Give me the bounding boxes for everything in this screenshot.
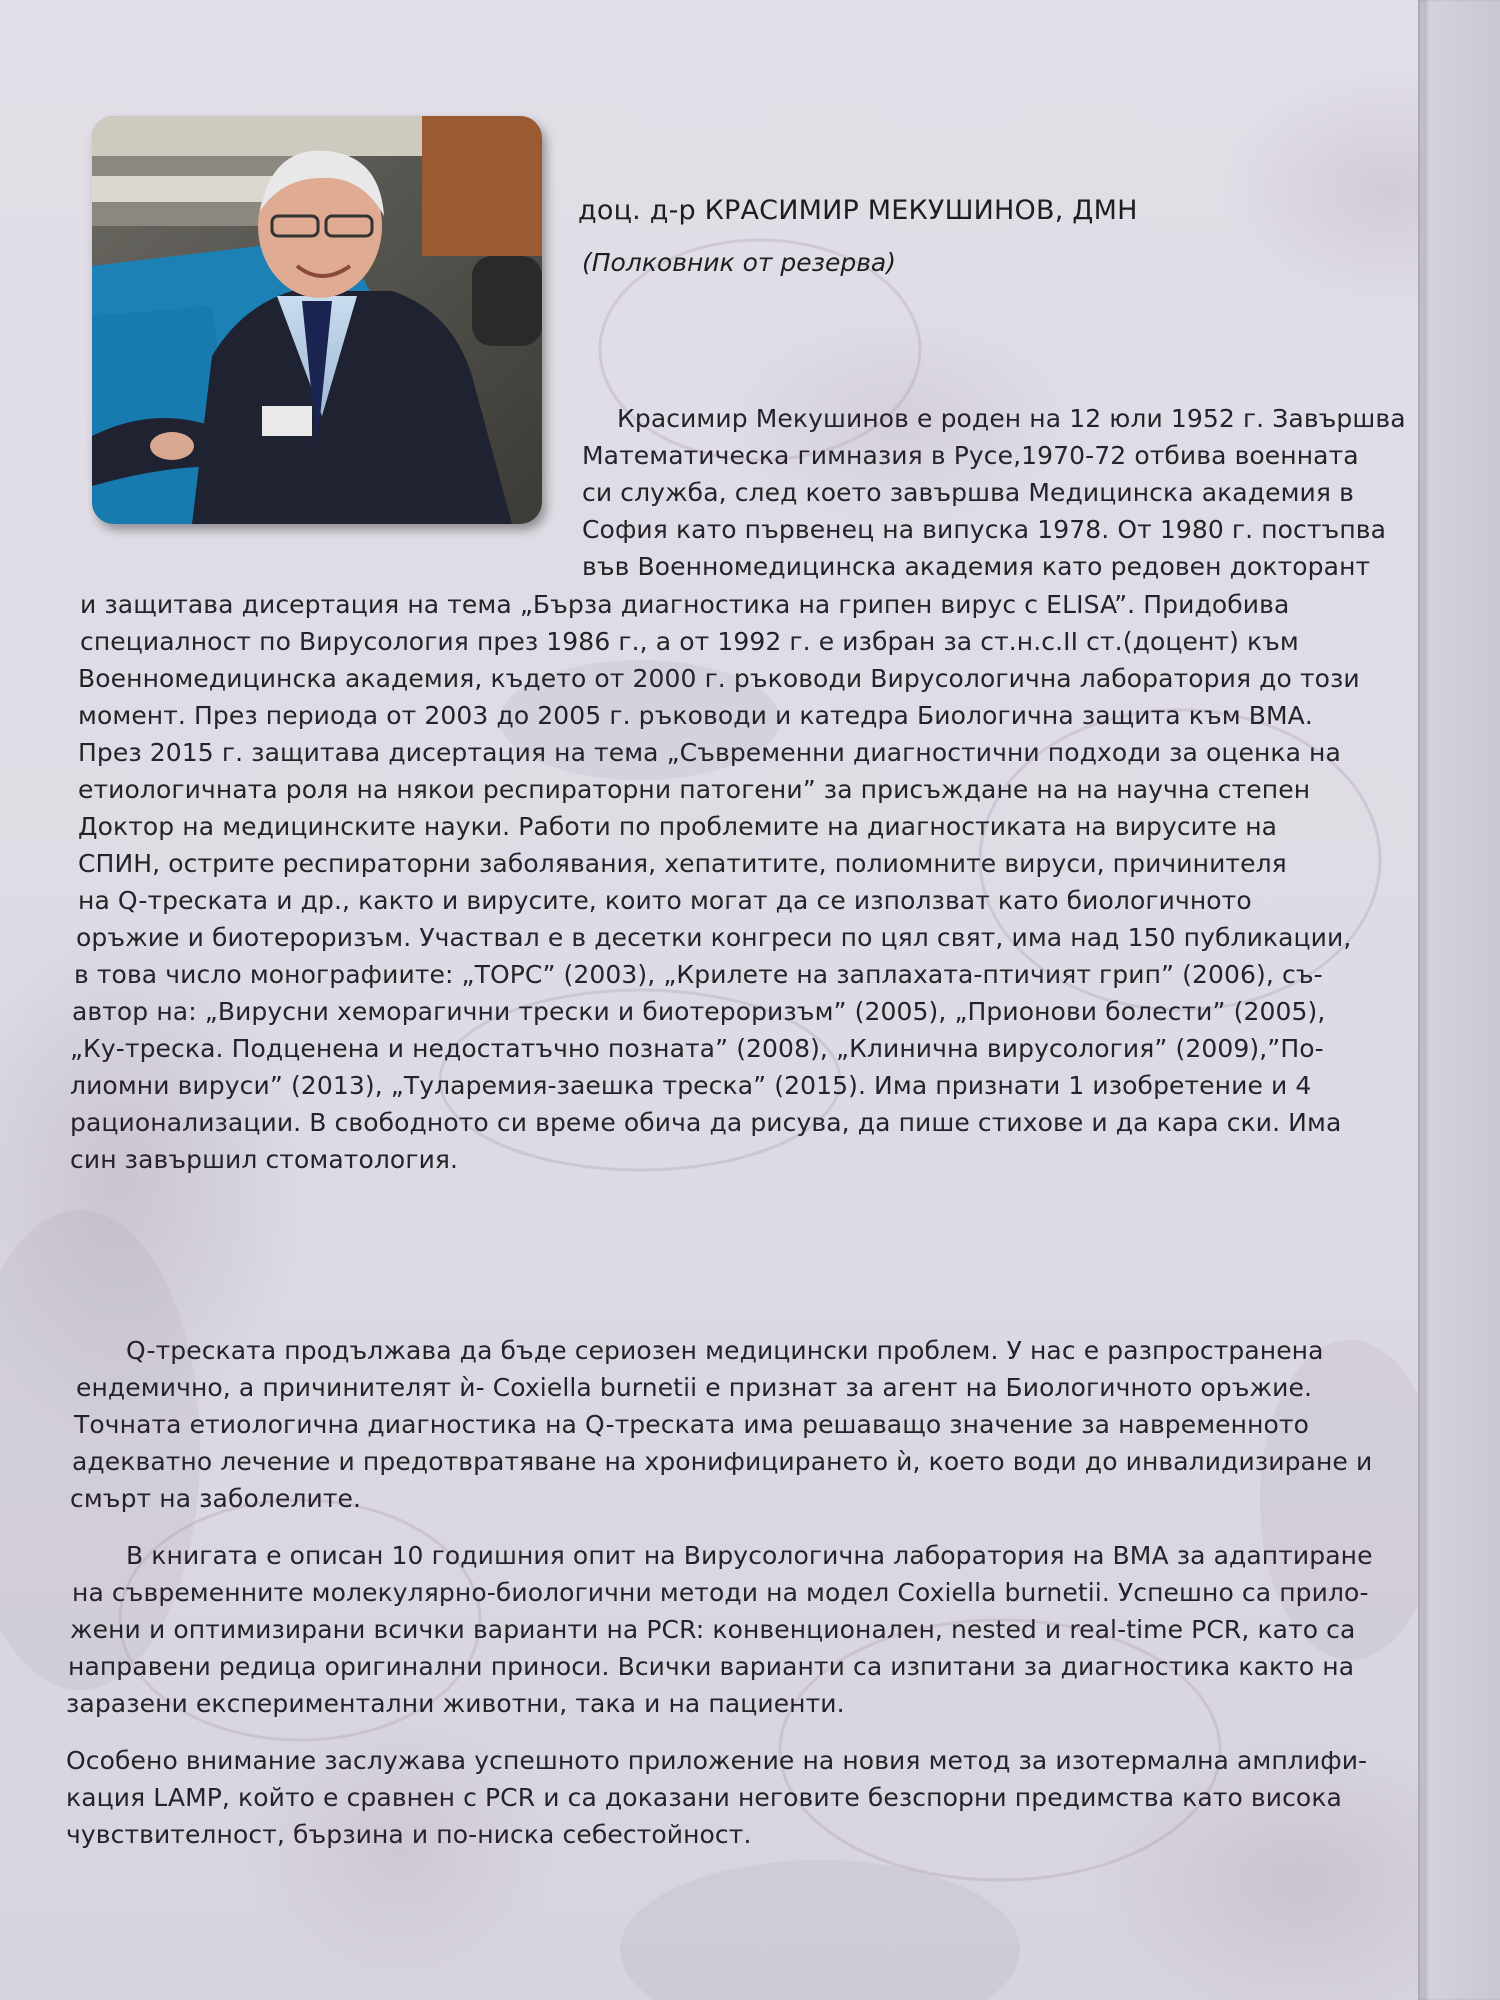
description-line: адекватно лечение и предотвратяване на хронифицирането ѝ, което води до инвалидизиране и bbox=[72, 1447, 1373, 1476]
bio-line: етиологичната роля на някои респираторни патогени” за присъждане на на научна степен bbox=[78, 775, 1311, 804]
description-line: Особено внимание заслужава успешното приложение на новия метод за изотермална амплифи- bbox=[66, 1746, 1368, 1775]
bio-line: автор на: „Вирусни хеморагични трески и биотероризъм” (2005), „Прионови болести” (2005), bbox=[72, 997, 1326, 1026]
bio-line: СПИН, острите респираторни заболявания, хепатитите, полиомните вируси, причинителя bbox=[78, 849, 1287, 878]
bio-line: във Военномедицинска академия като редовен докторант bbox=[582, 552, 1371, 581]
bio-line: Военномедицинска академия, където от 2000 г. ръководи Вирусологична лаборатория до този bbox=[78, 664, 1360, 693]
description-line: ендемично, а причинителят ѝ- Coxiella burnetii е признат за агент на Биологичното оръжие. bbox=[76, 1373, 1313, 1402]
bio-line: на Q-треската и др., както и вирусите, които могат да се използват като биологичното bbox=[78, 886, 1252, 915]
description-line: В книгата е описан 10 годишния опит на Вирусологична лаборатория на ВМА за адаптиране bbox=[126, 1541, 1373, 1570]
bio-line: лиомни вируси” (2013), „Туларемия-заешка треска” (2015). Има признати 1 изобретение и 4 bbox=[70, 1071, 1312, 1100]
bio-line: „Ку-треска. Подценена и недостатъчно позната” (2008), „Клинична вирусология” (2009),”По- bbox=[70, 1034, 1324, 1063]
bio-line: Математическа гимназия в Русе,1970-72 отбива военната bbox=[582, 441, 1359, 470]
description-line: на съвременните молекулярно-биологични методи на модел Coxiella burnetii. Успешно са прило- bbox=[72, 1578, 1369, 1607]
book-spine-edge bbox=[1418, 0, 1500, 2000]
bio-line: Доктор на медицинските науки. Работи по проблемите на диагностиката на вирусите на bbox=[78, 812, 1278, 841]
description-line: кация LAMP, който е сравнен с PCR и са доказани неговите безспорни предимства като висока bbox=[66, 1783, 1342, 1812]
description-line: жени и оптимизирани всички варианти на PCR: конвенционален, nested и real-time PCR, като са bbox=[70, 1615, 1356, 1644]
description-line: направени редица оригинални приноси. Всички варианти са изпитани за диагностика както на bbox=[68, 1652, 1355, 1681]
bio-line: си служба, след което завършва Медицинска академия в bbox=[582, 478, 1354, 507]
bio-line: специалност по Вирусология през 1986 г., а от 1992 г. е избран за ст.н.с.II ст.(доцент) към bbox=[80, 627, 1299, 656]
author-rank: (Полковник от резерва) bbox=[582, 248, 897, 277]
bio-line: рационализации. В свободното си време обича да рисува, да пише стихове и да кара ски. Има bbox=[70, 1108, 1342, 1137]
description-line: Q-треската продължава да бъде сериозен медицински проблем. У нас е разпространена bbox=[126, 1336, 1324, 1365]
author-name: доц. д-р КРАСИМИР МЕКУШИНОВ, ДМН bbox=[578, 195, 1138, 226]
bio-line: син завършил стоматология. bbox=[70, 1145, 459, 1174]
bio-line: в това число монографиите: „ТОРС” (2003), „Крилете на заплахата-птичият грип” (2006), съ- bbox=[74, 960, 1323, 989]
bio-line: Красимир Мекушинов е роден на 12 юли 1952 г. Завършва bbox=[617, 404, 1406, 433]
description-line: смърт на заболелите. bbox=[70, 1484, 362, 1513]
bio-line: оръжие и биотероризъм. Участвал е в десетки конгреси по цял свят, има над 150 публикации, bbox=[76, 923, 1352, 952]
bio-line: София като първенец на випуска 1978. От 1980 г. постъпва bbox=[582, 515, 1387, 544]
bio-line: През 2015 г. защитава дисертация на тема „Съвременни диагностични подходи за оценка на bbox=[78, 738, 1341, 767]
description-line: Точната етиологична диагностика на Q-треската има решаващо значение за навременното bbox=[74, 1410, 1310, 1439]
bio-line: и защитава дисертация на тема „Бърза диагностика на грипен вирус с ELISA”. Придобива bbox=[80, 590, 1290, 619]
description-line: чувствителност, бързина и по-ниска себестойност. bbox=[66, 1820, 752, 1849]
bio-line: момент. През периода от 2003 до 2005 г. ръководи и катедра Биологична защита към ВМА. bbox=[78, 701, 1313, 730]
description-line: заразени експериментални животни, така и на пациенти. bbox=[66, 1689, 845, 1718]
author-photo bbox=[92, 116, 542, 524]
